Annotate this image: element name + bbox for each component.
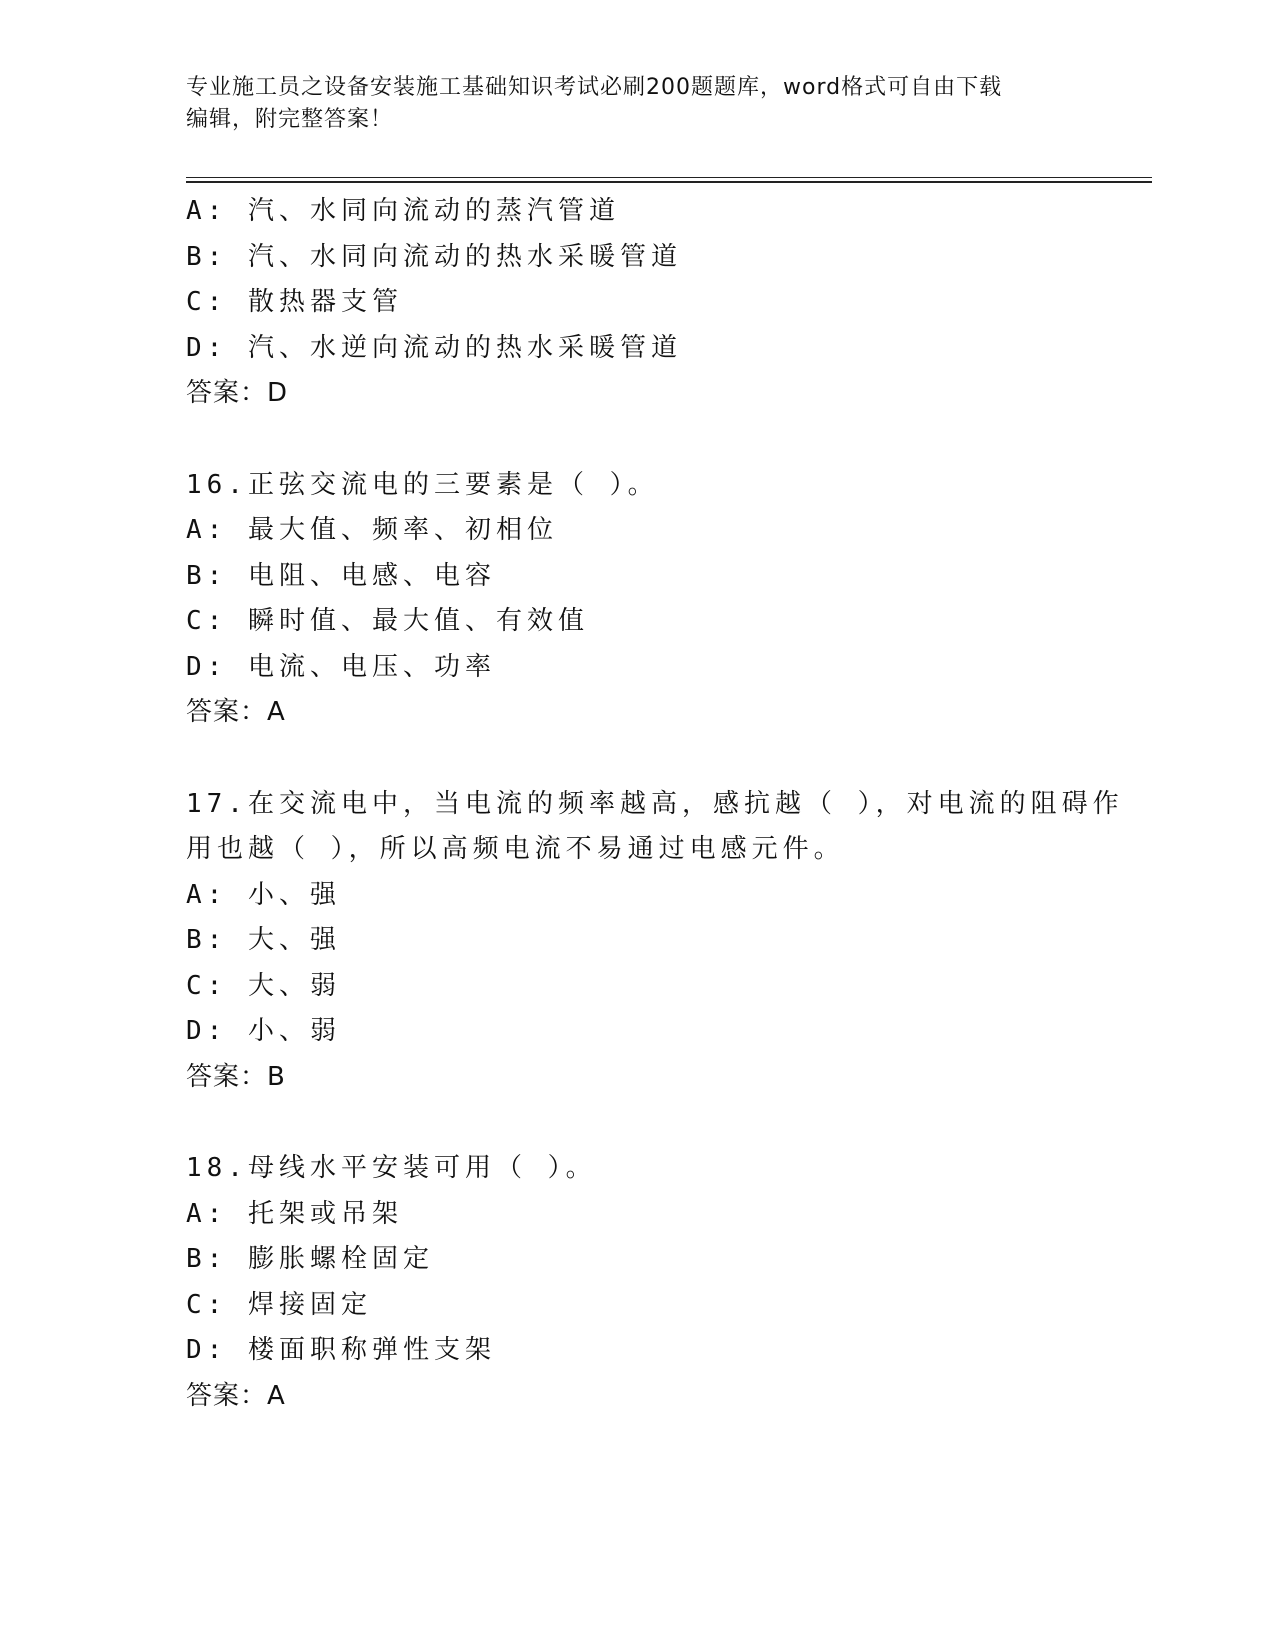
option-c: C: 焊接固定 [186, 1289, 372, 1320]
header-title-line2: 编辑，附完整答案！ [186, 107, 394, 132]
option-d: D: 楼面职称弹性支架 [186, 1335, 496, 1365]
option-a: A: 汽、水同向流动的蒸汽管道 [186, 196, 620, 226]
answer-line: 答案：A [186, 697, 286, 727]
option-d: D: 小、弱 [186, 1016, 341, 1046]
header-title-line1: 专业施工员之设备安装施工基础知识考试必刷200题题库，word格式可自由下载 [186, 75, 1003, 100]
option-d: D: 汽、水逆向流动的热水采暖管道 [186, 332, 682, 363]
option-c: C: 瞬时值、最大值、有效值 [186, 606, 589, 636]
spacer [186, 736, 1086, 782]
option-b: B: 膨胀螺栓固定 [186, 1244, 434, 1274]
question-block-18 [186, 1146, 1086, 1419]
option-c: C: 大、弱 [186, 970, 341, 1001]
option-c: C: 散热器支管 [186, 287, 403, 317]
document-header [186, 72, 1086, 136]
answer-line: 答案：A [186, 1380, 286, 1411]
question-text: 18.母线水平安装可用（ ）。 [186, 1153, 597, 1183]
option-a: A: 托架或吊架 [186, 1198, 403, 1229]
question-text: 16.正弦交流电的三要素是（ ）。 [186, 469, 659, 500]
option-b: B: 电阻、电感、电容 [186, 560, 496, 591]
question-text-line2: 用也越（ ），所以高频电流不易通过电感元件。 [186, 834, 845, 864]
option-a: A: 最大值、频率、初相位 [186, 515, 558, 545]
question-text-line1: 17.在交流电中，当电流的频率越高，感抗越（ ），对电流的阻碍作 [186, 788, 1124, 819]
option-d: D: 电流、电压、功率 [186, 651, 496, 682]
option-b: B: 汽、水同向流动的热水采暖管道 [186, 241, 682, 272]
option-b: B: 大、强 [186, 925, 341, 955]
header-divider-bottom [186, 181, 1152, 183]
option-a: A: 小、强 [186, 879, 341, 910]
question-block-16 [186, 463, 1086, 736]
header-divider-top [186, 177, 1152, 178]
answer-line: 答案：B [186, 1061, 286, 1092]
spacer [186, 1100, 1086, 1146]
question-list [186, 189, 1124, 1419]
question-block-15 [186, 189, 1086, 417]
question-block-17 [186, 782, 1124, 1101]
spacer [186, 417, 1086, 463]
answer-line: 答案：D [186, 378, 289, 408]
